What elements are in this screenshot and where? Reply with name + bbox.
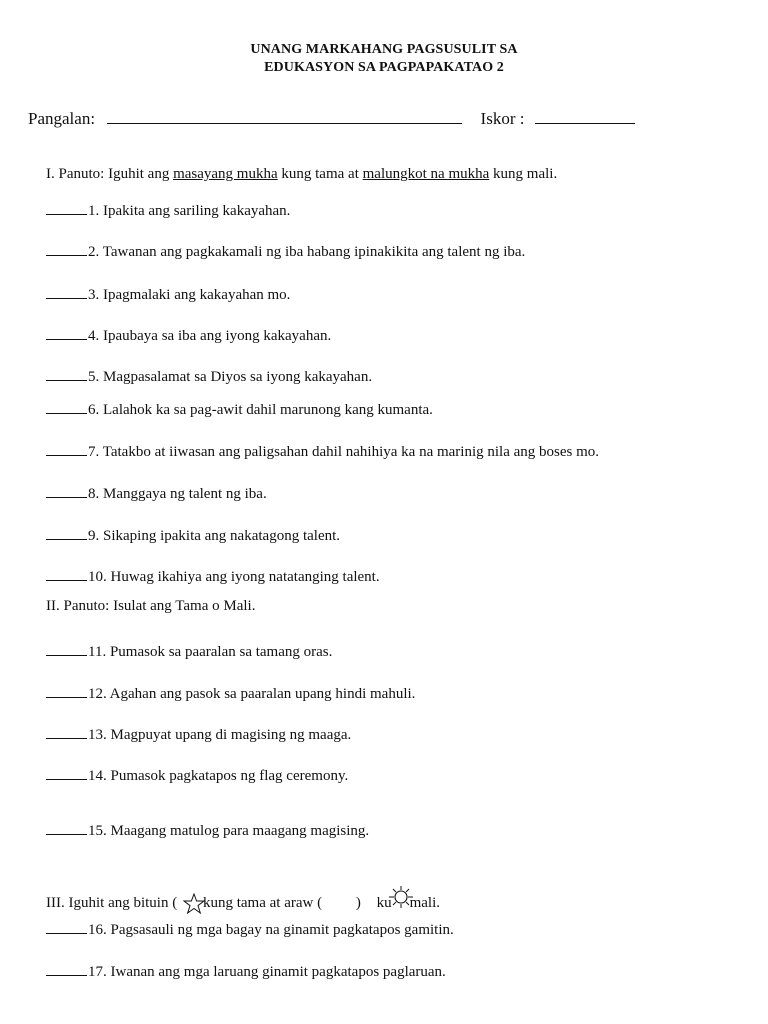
question-text: 4. Ipaubaya sa iba ang iyong kakayahan. [88, 328, 332, 344]
section3-instructions [46, 885, 440, 915]
question-2 [46, 241, 525, 261]
question-11 [46, 641, 332, 661]
question-text: 2. Tawanan ang pagkakamali ng iba habang ipinakikita ang talent ng iba. [88, 244, 526, 260]
answer-blank[interactable] [46, 765, 87, 780]
answer-blank[interactable] [46, 483, 87, 498]
question-text: 3. Ipagmalaki ang kakayahan mo. [88, 287, 291, 303]
question-text: 5. Magpasalamat sa Diyos sa iyong kakayahan. [88, 369, 373, 385]
question-1 [46, 200, 290, 220]
answer-blank[interactable] [46, 961, 87, 976]
name-label: Pangalan: [28, 109, 96, 128]
section1-suffix: kung mali. [489, 166, 558, 182]
question-6 [46, 399, 433, 419]
section1-instructions [46, 166, 557, 183]
answer-blank[interactable] [46, 724, 87, 739]
score-blank[interactable] [535, 108, 635, 124]
answer-blank[interactable] [46, 820, 87, 835]
answer-blank[interactable] [46, 641, 87, 656]
section1-prefix: I. Panuto: Iguhit ang [46, 166, 174, 182]
answer-blank[interactable] [46, 325, 87, 340]
name-score-row [28, 108, 635, 129]
question-5 [46, 366, 372, 386]
question-text: 16. Pagsasauli ng mga bagay na ginamit pagkatapos gamitin. [88, 922, 454, 938]
question-17 [46, 961, 446, 981]
question-text: 14. Pumasok pagkatapos ng flag ceremony. [88, 768, 349, 784]
happy-face-term: masayang mukha [173, 166, 278, 182]
answer-blank[interactable] [46, 399, 87, 414]
answer-blank[interactable] [46, 525, 87, 540]
question-text: 1. Ipakita ang sariling kakayahan. [88, 203, 291, 219]
question-9 [46, 525, 340, 545]
question-text: 7. Tatakbo at iiwasan ang paligsahan dahil nahihiya ka na marinig nila ang boses mo. [88, 444, 600, 460]
section3-part2: kung tama at araw ( [202, 895, 323, 911]
star-icon [183, 893, 205, 915]
question-16 [46, 919, 454, 939]
question-10 [46, 566, 380, 586]
question-text: 15. Maagang matulog para maagang magising. [88, 823, 370, 839]
question-text: 9. Sikaping ipakita ang nakatagong talent. [88, 528, 341, 544]
question-12 [46, 683, 415, 703]
name-blank[interactable] [107, 108, 462, 124]
answer-blank[interactable] [46, 441, 87, 456]
question-14 [46, 765, 348, 785]
answer-blank[interactable] [46, 683, 87, 698]
title-line-1: UNANG MARKAHANG PAGSUSULIT SA [250, 42, 518, 57]
answer-blank[interactable] [46, 366, 87, 381]
sad-face-term: malungkot na mukha [362, 166, 490, 182]
section3-part1: III. Iguhit ang bituin ( [46, 895, 178, 911]
answer-blank[interactable] [46, 200, 87, 215]
question-3 [46, 284, 290, 304]
section2-heading: II. Panuto: Isulat ang Tama o Mali. [46, 598, 256, 614]
question-text: 17. Iwanan ang mga laruang ginamit pagkatapos paglaruan. [88, 964, 446, 980]
section1-middle: kung tama at [277, 166, 363, 182]
question-13 [46, 724, 351, 744]
section3-part5: mali. [409, 895, 441, 911]
question-text: 6. Lalahok ka sa pag-awit dahil marunong kang kumanta. [88, 402, 433, 418]
question-8 [46, 483, 267, 503]
question-text: 12. Agahan ang pasok sa paaralan upang hindi mahuli. [88, 686, 416, 702]
question-text: 8. Manggaya ng talent ng iba. [88, 486, 267, 502]
question-7 [46, 441, 599, 461]
section3-part3: ) [355, 895, 361, 911]
question-4 [46, 325, 331, 345]
section3-part4: ku [376, 895, 392, 911]
title-line-2: EDUKASYON SA PAGPAPAKATAO 2 [264, 60, 504, 75]
score-label: Iskor : [480, 109, 525, 128]
question-text: 13. Magpuyat upang di magising ng maaga. [88, 727, 352, 743]
answer-blank[interactable] [46, 566, 87, 581]
answer-blank[interactable] [46, 284, 87, 299]
question-text: 11. Pumasok sa paaralan sa tamang oras. [88, 644, 333, 660]
answer-blank[interactable] [46, 919, 87, 934]
question-text: 10. Huwag ikahiya ang iyong natatanging talent. [88, 569, 380, 585]
answer-blank[interactable] [46, 241, 87, 256]
question-15 [46, 820, 369, 840]
